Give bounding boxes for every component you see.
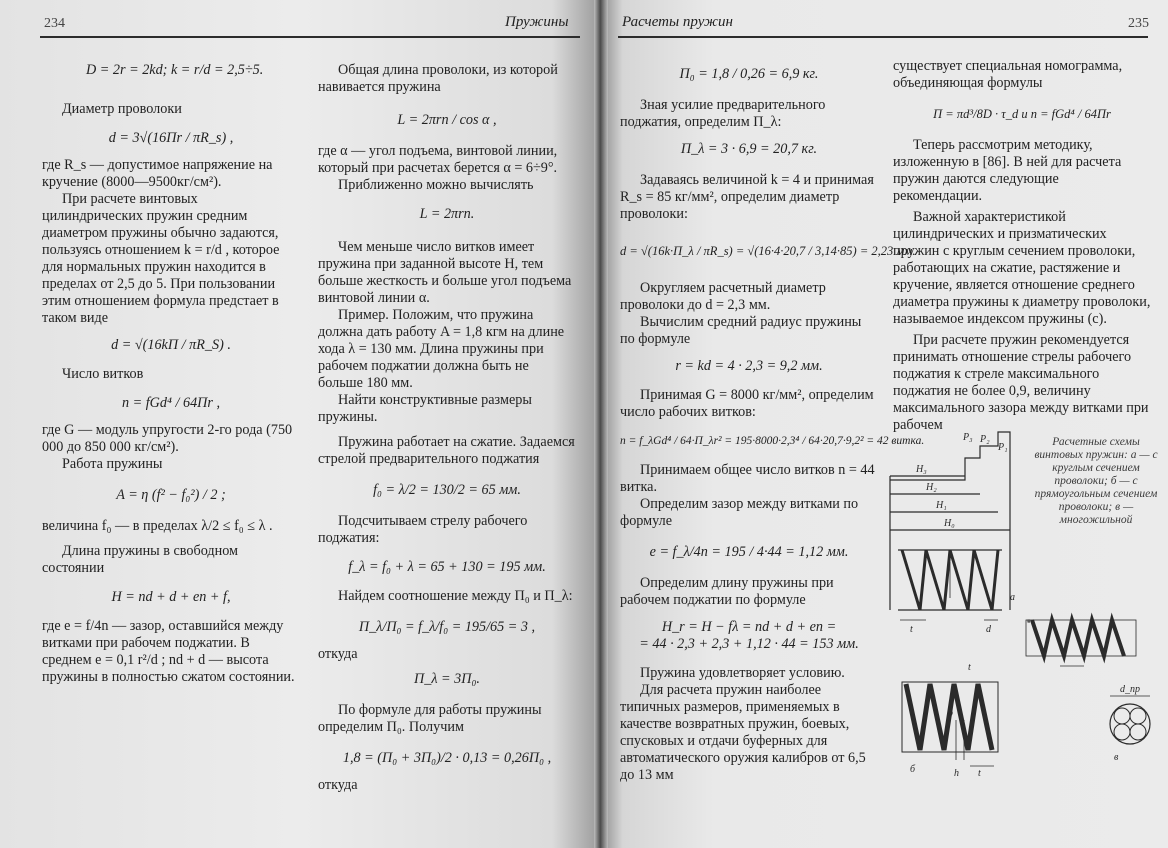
formula: d = 3√(16Пr / πR_s) ,	[108, 130, 234, 146]
paragraph: Число витков	[62, 366, 144, 382]
formula: H = nd + d + en + f,	[111, 589, 231, 605]
diagram-label: a	[1010, 592, 1015, 603]
diagram-label: d_пр	[1120, 684, 1140, 695]
diagram-label: P₂	[980, 434, 990, 445]
paragraph: Подсчитываем стрелу рабочего поджатия:	[318, 513, 528, 546]
diagram-label: H₂	[926, 482, 937, 493]
formula: e = f_λ/4n = 195 / 4·44 = 1,12 мм.	[649, 544, 849, 560]
paragraph: Теперь рассмотрим методику, изложенную в [86]. В ней для расчета пружин даются следующие рекомендации.	[893, 137, 1122, 204]
paragraph: По формуле для работы пружины определим П₀. Получим	[318, 702, 542, 735]
running-header: Пружины	[505, 14, 569, 30]
diagram-label: t	[978, 768, 981, 779]
header-rule	[618, 36, 1148, 38]
formula: = 44 · 2,3 + 2,3 + 1,12 · 44 = 153 мм.	[639, 636, 859, 652]
paragraph: Пружина удовлетворяет условию.	[640, 665, 845, 681]
running-header: Расчеты пружин	[622, 14, 733, 30]
paragraph: Определим длину пружины при рабочем поджатии по формуле	[620, 575, 834, 608]
formula: n = fGd⁴ / 64Пr ,	[121, 395, 221, 411]
paragraph: Найдем соотношение между П₀ и П_λ:	[338, 588, 573, 604]
paragraph: При расчете пружин рекомендуется принимать отношение стрелы рабочего поджатия к стреле максимального поджатия не более 0,9, величину максимального зазора между витками при рабочем	[893, 332, 1149, 433]
spring-section-diagram	[1020, 612, 1160, 762]
formula: П = πd³/8D · τ_d и n = fGd⁴ / 64Пr	[933, 107, 1111, 121]
formula: r = kd = 4 · 2,3 = 9,2 мм.	[675, 358, 823, 374]
diagram-label: b	[948, 708, 953, 719]
spring-diagram	[880, 420, 1030, 780]
paragraph: величина f₀ — в пределах λ/2 ≤ f₀ ≤ λ .	[42, 518, 273, 534]
paragraph: Пример. Положим, что пружина должна дать работу A = 1,8 кгм на длине хода λ = 130 мм. Длина пружины при рабочем поджатии должна быть не больше 180 мм.	[318, 307, 565, 391]
formula: L = 2πrn.	[419, 206, 475, 222]
paragraph: Зная усилие предварительного поджатия, определим П_λ:	[620, 97, 826, 130]
paragraph: Определим зазор между витками по формуле	[620, 496, 859, 529]
figure-caption: Расчетные схемы винтовых пружин: а — с круглым сечением проволоки; б — с прямоугольным сечением проволоки; в — многожильной	[1034, 436, 1158, 526]
paragraph: Приближенно можно вычислять	[338, 177, 534, 193]
paragraph: откуда	[318, 777, 358, 793]
paragraph: где α — угол подъема, винтовой линии, который при расчетах берется α = 6÷9°.	[318, 143, 558, 176]
formula: П₀ = 1,8 / 0,26 = 6,9 кг.	[679, 66, 819, 82]
diagram-label: H₀	[944, 518, 955, 529]
paragraph: Задаваясь величиной k = 4 и принимая R_s = 85 кг/мм², определим диаметр проволоки:	[620, 172, 874, 222]
formula: d = √(16k·П_λ / πR_s) = √(16·4·20,7 / 3,14·85) = 2,23 мм.	[620, 244, 916, 258]
paragraph: где R_s — допустимое напряжение на кручение (8000—9500кг/см²).	[42, 157, 273, 190]
left-column-1	[42, 62, 300, 686]
formula: f₀ = λ/2 = 130/2 = 65 мм.	[373, 482, 521, 498]
paragraph: Округляем расчетный диаметр проволоки до d = 2,3 мм.	[620, 280, 826, 313]
paragraph: Пружина работает на сжатие. Задаемся стрелой предварительного поджатия	[318, 434, 575, 467]
paragraph: где e = f/4n — зазор, оставшийся между витками при рабочем поджатии. В среднем e = 0,1 r²/d ; nd + d — высота пружины в полностью сжатом состоянии.	[42, 618, 295, 685]
diagram-label: t	[910, 624, 913, 635]
diagram-label: H₃	[916, 464, 927, 475]
diagram-label: P₁	[998, 442, 1008, 453]
header-rule	[40, 36, 580, 38]
diagram-label: P₃	[963, 432, 973, 443]
formula: H_r = H − fλ = nd + d + en =	[661, 619, 837, 635]
formula: L = 2πrn / cos α ,	[397, 112, 497, 128]
diagram-label: h	[954, 768, 959, 779]
paragraph: Вычислим средний радиус пружины по формуле	[620, 314, 862, 347]
diagram-label: H₁	[936, 500, 947, 511]
formula: n = f_λGd⁴ / 64·П_λr² = 195·8000·2,3⁴ / 64·20,7·9,2² = 42 витка.	[620, 435, 925, 447]
paragraph: Диаметр проволоки	[62, 101, 182, 117]
formula: П_λ = 3П₀.	[414, 671, 480, 687]
diagram-label: d	[986, 624, 991, 635]
book-gutter	[594, 0, 608, 848]
formula: D = 2r = 2kd; k = r/d = 2,5÷5.	[86, 62, 264, 78]
paragraph: где G — модуль упругости 2-го рода (750 000 до 850 000 кг/см²).	[42, 422, 293, 455]
formula: П_λ = 3 · 6,9 = 20,7 кг.	[680, 141, 818, 157]
paragraph: Чем меньше число витков имеет пружина при заданной высоте H, тем больше жесткость и больше угол подъема винтовой линии α.	[318, 239, 572, 306]
left-column-2	[318, 62, 576, 794]
paragraph: откуда	[318, 646, 358, 662]
page-number: 234	[44, 16, 65, 31]
formula: d = √(16kП / πR_S) .	[111, 337, 231, 353]
paragraph: Для расчета пружин наиболее типичных размеров, применяемых в качестве возвратных пружин, боевых, спусковых и отдачи буферных для автоматического оружия калибров от 6,5 до 13 мм	[620, 682, 866, 783]
paragraph: Найти конструктивные размеры пружины.	[318, 392, 532, 425]
formula: f_λ = f₀ + λ = 65 + 130 = 195 мм.	[348, 559, 546, 575]
paragraph: При расчете винтовых цилиндрических пружин средним диаметром пружины обычно задаются, пользуясь отношением k = r/d , которое для нормальных пружин находится в пределах от 2,5 до 5. При пользовании этим отношением формула предстает в таком виде	[42, 191, 280, 326]
page-number: 235	[1128, 16, 1149, 31]
paragraph: существует специальная номограмма, объединяющая формулы	[893, 58, 1123, 91]
paragraph: Длина пружины в свободном состоянии	[42, 543, 239, 576]
formula: П_λ/П₀ = f_λ/f₀ = 195/65 = 3 ,	[358, 619, 536, 635]
paragraph: Общая длина проволоки, из которой навивается пружина	[318, 62, 558, 95]
paragraph: Работа пружины	[62, 456, 163, 472]
paragraph: Принимая G = 8000 кг/мм², определим число рабочих витков:	[620, 387, 874, 420]
diagram-label: t	[968, 662, 971, 673]
diagram-label: в	[1114, 752, 1119, 762]
right-column-2	[893, 58, 1151, 434]
diagram-label: б	[910, 764, 916, 775]
formula: 1,8 = (П₀ + 3П₀)/2 · 0,13 = 0,26П₀ ,	[342, 750, 552, 766]
paragraph: Принимаем общее число витков n = 44 витка.	[620, 462, 875, 495]
formula: A = η (f² − f₀²) / 2 ;	[116, 487, 226, 503]
paragraph: Важной характеристикой цилиндрических и призматических пружин с круглым сечением проволоки, работающих на сжатие, растяжение и кручение, является отношение среднего диаметра пружины к диаметру проволоки, называемое индексом пружины (с).	[893, 209, 1151, 327]
